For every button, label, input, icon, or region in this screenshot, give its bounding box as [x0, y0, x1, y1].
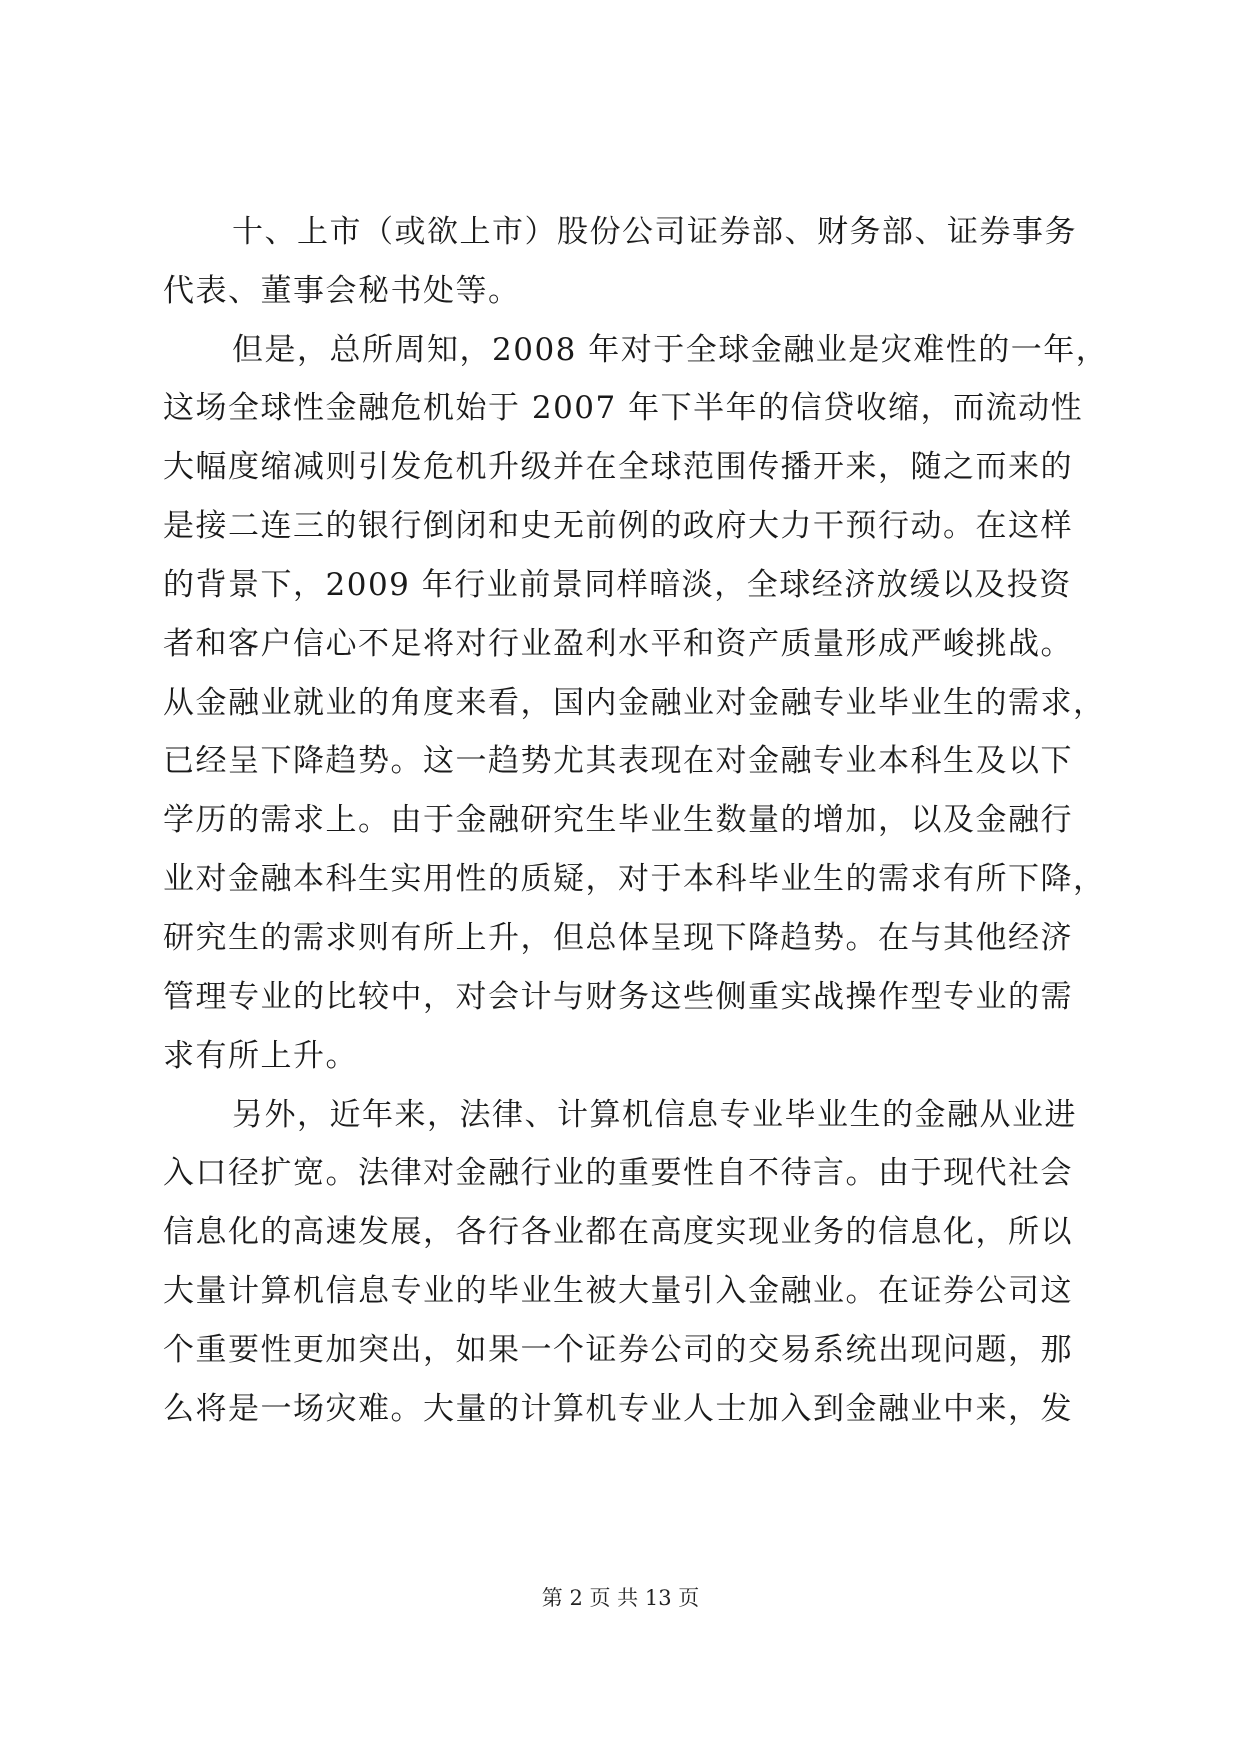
text-line: 业对金融本科生实用性的质疑，对于本科毕业生的需求有所下降，	[163, 861, 1106, 897]
text-line: 代表、董事会秘书处等。	[163, 273, 521, 309]
text-line: 但是，总所周知，2008 年对于全球金融业是灾难性的一年，	[232, 332, 1109, 368]
text-line: 是接二连三的银行倒闭和史无前例的政府大力干预行动。在这样	[163, 508, 1073, 544]
text-line: 研究生的需求则有所上升，但总体呈现下降趋势。在与其他经济	[163, 920, 1073, 956]
text-line: 十、上市（或欲上市）股份公司证券部、财务部、证券事务	[232, 214, 1077, 250]
text-line: 这场全球性金融危机始于 2007 年下半年的信贷收缩，而流动性	[163, 390, 1084, 426]
text-line: 的背景下，2009 年行业前景同样暗淡，全球经济放缓以及投资	[163, 567, 1072, 603]
page-number-footer: 第 2 页 共 13 页	[541, 1586, 700, 1610]
text-line: 么将是一场灾难。大量的计算机专业人士加入到金融业中来，发	[163, 1391, 1073, 1427]
text-line: 者和客户信心不足将对行业盈利水平和资产质量形成严峻挑战。	[163, 626, 1073, 662]
text-line: 大幅度缩减则引发危机升级并在全球范围传播开来，随之而来的	[163, 449, 1073, 485]
text-line: 学历的需求上。由于金融研究生毕业生数量的增加，以及金融行	[163, 802, 1073, 838]
text-line: 从金融业就业的角度来看，国内金融业对金融专业毕业生的需求，	[163, 685, 1106, 721]
text-line: 大量计算机信息专业的毕业生被大量引入金融业。在证券公司这	[163, 1273, 1073, 1309]
text-line: 入口径扩宽。法律对金融行业的重要性自不待言。由于现代社会	[163, 1155, 1073, 1191]
text-line: 已经呈下降趋势。这一趋势尤其表现在对金融专业本科生及以下	[163, 743, 1073, 779]
text-line: 信息化的高速发展，各行各业都在高度实现业务的信息化，所以	[163, 1214, 1073, 1250]
text-line: 个重要性更加突出，如果一个证券公司的交易系统出现问题，那	[163, 1332, 1073, 1368]
text-line: 管理专业的比较中，对会计与财务这些侧重实战操作型专业的需	[163, 979, 1073, 1015]
text-line: 另外，近年来，法律、计算机信息专业毕业生的金融从业进	[232, 1097, 1077, 1133]
text-line: 求有所上升。	[163, 1038, 358, 1074]
